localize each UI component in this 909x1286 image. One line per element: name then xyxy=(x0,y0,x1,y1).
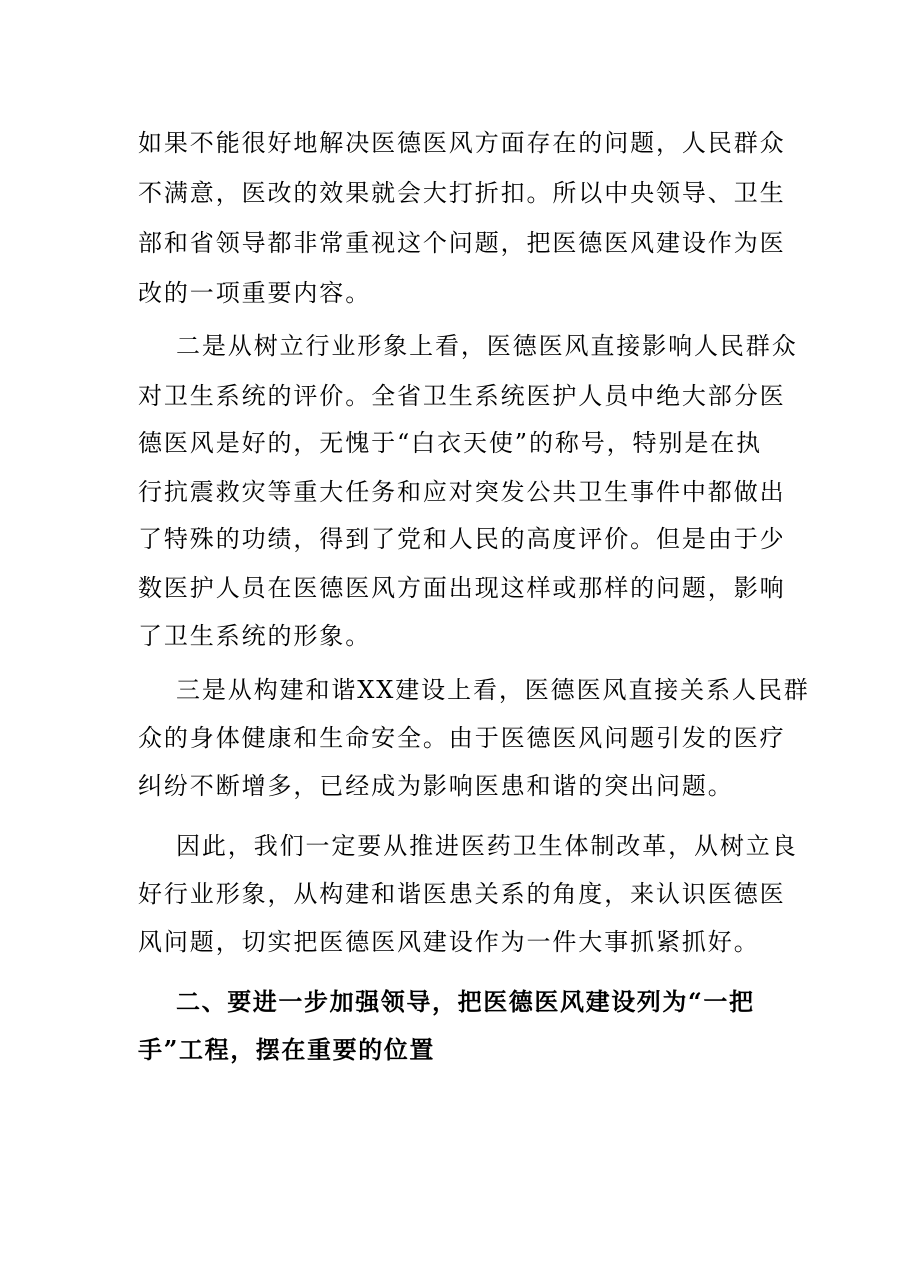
text-line: 好行业形象，从构建和谐医患关系的角度，来认识医德医 xyxy=(138,880,786,908)
text-line: 改的一项重要内容。 xyxy=(138,279,372,307)
text-line: 对卫生系统的评价。全省卫生系统医护人员中绝大部分医 xyxy=(138,382,786,410)
text-line: 了卫生系统的形象。 xyxy=(138,622,372,650)
text-line: 数医护人员在医德医风方面出现这样或那样的问题，影响 xyxy=(138,574,786,602)
text-line: 不满意，医改的效果就会大打折扣。所以中央领导、卫生 xyxy=(138,179,786,207)
text-line: 众的身体健康和生命安全。由于医德医风问题引发的医疗 xyxy=(138,724,786,752)
text-line: 纠纷不断增多，已经成为影响医患和谐的突出问题。 xyxy=(138,772,734,800)
text-line: 行抗震救灾等重大任务和应对突发公共卫生事件中都做出 xyxy=(138,478,786,506)
text-line: 如果不能很好地解决医德医风方面存在的问题，人民群众 xyxy=(138,129,786,157)
heading-line: 二、要进一步加强领导，把医德医风建设列为“一把 xyxy=(176,987,755,1016)
text-line: 德医风是好的，无愧于“白衣天使”的称号，特别是在执 xyxy=(138,429,763,457)
text-line: 三是从构建和谐XX建设上看，医德医风直接关系人民群 xyxy=(176,676,810,704)
heading-line: 手”工程，摆在重要的位置 xyxy=(138,1035,436,1064)
text-line: 因此，我们一定要从推进医药卫生体制改革，从树立良 xyxy=(176,832,798,860)
text-line: 了特殊的功绩，得到了党和人民的高度评价。但是由于少 xyxy=(138,525,786,553)
text-line: 风问题，切实把医德医风建设作为一件大事抓紧抓好。 xyxy=(138,928,760,956)
text-line: 部和省领导都非常重视这个问题，把医德医风建设作为医 xyxy=(138,229,786,257)
text-line: 二是从树立行业形象上看，医德医风直接影响人民群众 xyxy=(176,332,798,360)
